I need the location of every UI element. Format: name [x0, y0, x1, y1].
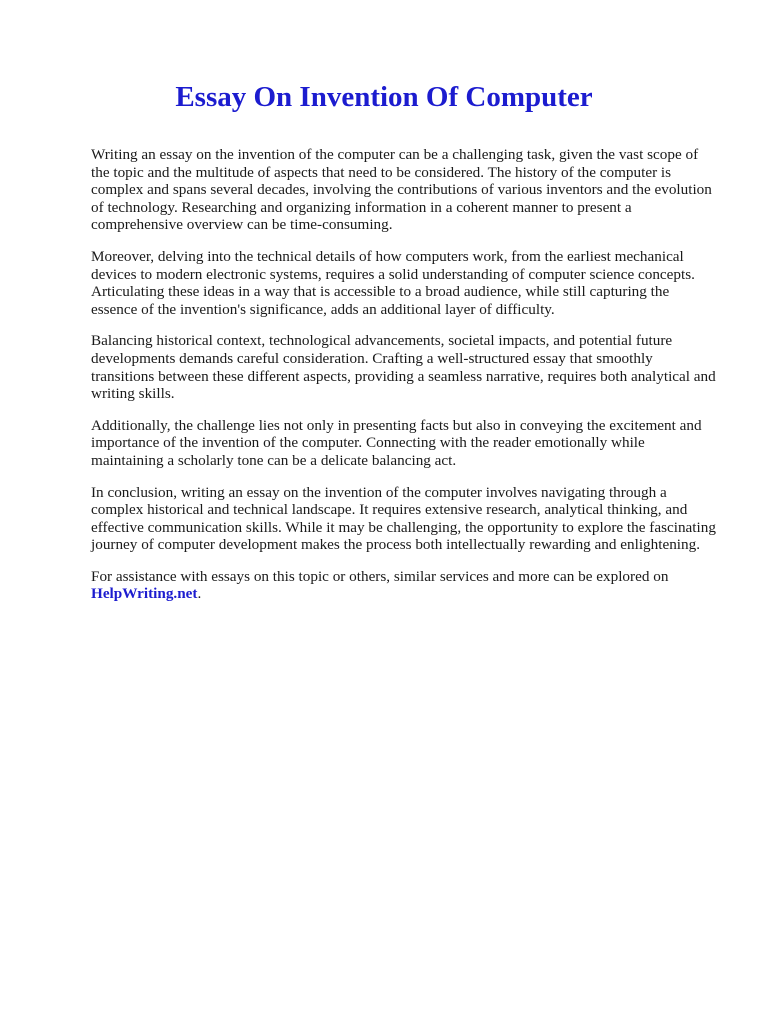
paragraph-4: Additionally, the challenge lies not only in presenting facts but also in conveying the excitement and importance of the invention of the computer. Connecting with the reader emotionally while maintaining a scholarly tone can be a delicate balancing act. [91, 416, 702, 469]
closing-text: For assistance with essays on this topic or others, similar services and more can be explored on [91, 567, 669, 585]
closing-paragraph [91, 568, 717, 603]
paragraph-2: Moreover, delving into the technical details of how computers work, from the earliest mechanical devices to modern electronic systems, requires a solid understanding of computer science concepts. Articulating these ideas in a way that is accessible to a broad audience, while still capturing the essence of the invention's significance, adds an additional layer of difficulty. [91, 247, 695, 318]
closing-suffix: . [197, 585, 202, 603]
paragraph-3: Balancing historical context, technological advancements, societal impacts, and potential future developments demands careful consideration. Crafting a well-structured essay that smoothly transitions between these different aspects, providing a seamless narrative, requires both analytical and writing skills. [91, 332, 716, 403]
paragraph-1: Writing an essay on the invention of the computer can be a challenging task, given the vast scope of the topic and the multitude of aspects that need to be considered. The history of the computer is complex and spans several decades, involving the contributions of various inventors and the evolution of technology. Researching and organizing information in a coherent manner to present a comprehensive overview can be time-consuming. [91, 146, 712, 234]
paragraph-5: In conclusion, writing an essay on the invention of the computer involves navigating through a complex historical and technical landscape. It requires extensive research, analytical thinking, and effective communication skills. While it may be challenging, the opportunity to explore the fascinating journey of computer development makes the process both intellectually rewarding and enlightening. [91, 483, 716, 554]
essay-body [91, 146, 717, 617]
helpwriting-link[interactable]: HelpWriting.net [91, 585, 198, 603]
page-title: Essay On Invention Of Computer [175, 81, 593, 113]
